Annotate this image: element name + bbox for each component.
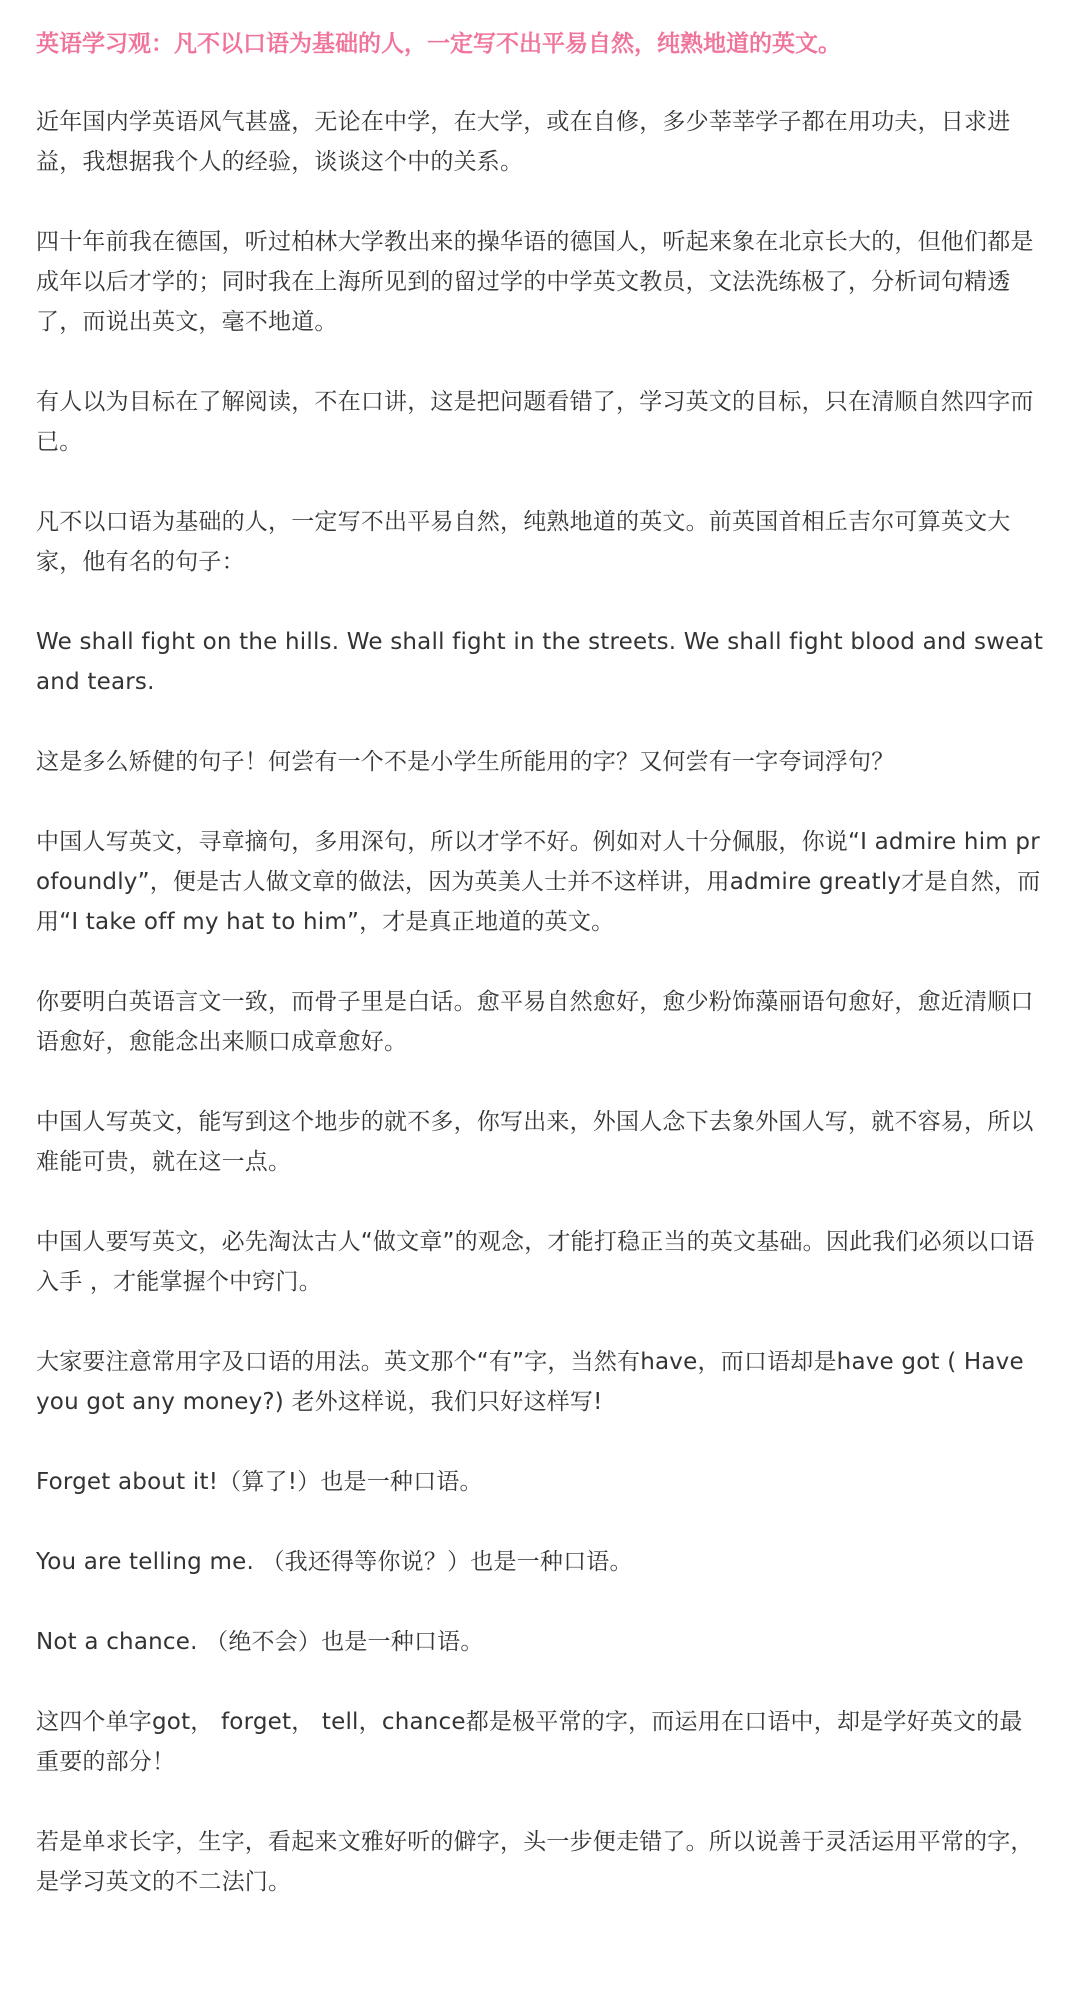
paragraph-1: 近年国内学英语风气甚盛，无论在中学，在大学，或在自修，多少莘莘学子都在用功夫，日求进益，我想据我个人的经验，谈谈这个中的关系。 [36,109,1011,175]
article-heading: 英语学习观：凡不以口语为基础的人，一定写不出平易自然，纯熟地道的英文。 [36,31,841,57]
paragraph-12: Forget about it!（算了!）也是一种口语。 [36,1469,483,1495]
paragraph-4: 凡不以口语为基础的人，一定写不出平易自然，纯熟地道的英文。前英国首相丘吉尔可算英文大家，他有名的句子： [36,509,1011,575]
paragraph-8: 你要明白英语言文一致，而骨子里是白话。愈平易自然愈好，愈少粉饰藻丽语句愈好，愈近清顺口语愈好，愈能念出来顺口成章愈好。 [36,989,1034,1055]
paragraph-16: 若是单求长字，生字，看起来文雅好听的僻字，头一步便走错了。所以说善于灵活运用平常的字，是学习英文的不二法门。 [36,1829,1034,1895]
paragraph-7: 中国人写英文，寻章摘句，多用深句，所以才学不好。例如对人十分佩服，你说“I admire him profoundly”，便是古人做文章的做法，因为英美人士并不这样讲，用admire greatly才是自然，而用“I take off my hat to him”，才是真正地道的英文。 [36,829,1041,935]
paragraph-5-churchill-quote: We shall fight on the hills. We shall fight in the streets. We shall fight blood and sweat and tears. [36,629,1044,695]
paragraph-10: 中国人要写英文，必先淘汰古人“做文章”的观念，才能打稳正当的英文基础。因此我们必须以口语入手 ，才能掌握个中窍门。 [36,1229,1035,1295]
paragraph-9: 中国人写英文，能写到这个地步的就不多，你写出来，外国人念下去象外国人写，就不容易，所以难能可贵，就在这一点。 [36,1109,1034,1175]
paragraph-3: 有人以为目标在了解阅读，不在口讲，这是把问题看错了，学习英文的目标，只在清顺自然四字而已。 [36,389,1034,455]
paragraph-11: 大家要注意常用字及口语的用法。英文那个“有”字，当然有have，而口语却是have got ( Have you got any money?) 老外这样说，我们只好这样写! [36,1349,1024,1415]
paragraph-2: 四十年前我在德国，听过柏林大学教出来的操华语的德国人，听起来象在北京长大的，但他们都是成年以后才学的；同时我在上海所见到的留过学的中学英文教员，文法洗练极了，分析词句精透了，而说出英文，毫不地道。 [36,229,1034,335]
paragraph-14: Not a chance. （绝不会）也是一种口语。 [36,1629,484,1655]
paragraph-13: You are telling me. （我还得等你说？）也是一种口语。 [36,1549,633,1575]
paragraph-6: 这是多么矫健的句子！何尝有一个不是小学生所能用的字？又何尝有一字夸词浮句？ [36,749,895,775]
paragraph-15: 这四个单字got， forget， tell，chance都是极平常的字，而运用在口语中，却是学好英文的最重要的部分！ [36,1709,1023,1775]
